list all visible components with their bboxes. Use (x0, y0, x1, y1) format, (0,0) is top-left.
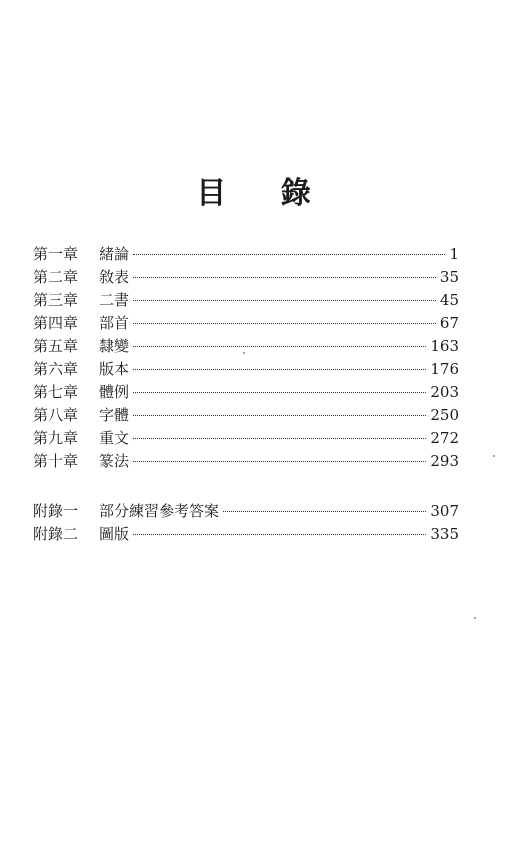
dot-leader (133, 438, 426, 439)
chapter-entry (33, 358, 459, 381)
page-title: 目 錄 (196, 176, 333, 211)
entry-label: 第九章 (33, 429, 79, 447)
dot-leader (133, 346, 426, 347)
dot-leader (133, 415, 426, 416)
entry-label: 第二章 (33, 268, 79, 286)
dot-leader (133, 369, 426, 370)
entry-title: 圖版 (99, 525, 130, 543)
entry-label: 第七章 (33, 383, 79, 401)
chapter-entry (33, 243, 459, 266)
appendix-list (33, 500, 459, 546)
entry-label: 第六章 (33, 360, 79, 378)
chapter-entry (33, 289, 459, 312)
speck (474, 617, 476, 619)
page-number: 35 (439, 268, 459, 286)
page-number: 203 (430, 383, 459, 401)
entry-label: 附錄一 (33, 502, 79, 520)
entry-label: 第一章 (33, 245, 79, 263)
chapter-entry (33, 312, 459, 335)
chapter-entry (33, 427, 459, 450)
entry-title: 緒論 (99, 245, 130, 263)
dot-leader (133, 323, 436, 324)
dot-leader (133, 461, 426, 462)
page-number: 250 (430, 406, 459, 424)
entry-title: 版本 (99, 360, 130, 378)
page-number: 335 (430, 525, 459, 543)
entry-title: 敘表 (99, 268, 130, 286)
page-number: 163 (430, 337, 459, 355)
entry-title: 重文 (99, 429, 130, 447)
dot-leader (133, 392, 426, 393)
chapter-entry (33, 381, 459, 404)
page-number: 307 (430, 502, 459, 520)
appendix-entry (33, 523, 459, 546)
entry-label: 第八章 (33, 406, 79, 424)
entry-title: 體例 (99, 383, 130, 401)
entry-title: 篆法 (99, 452, 130, 470)
chapter-entry (33, 335, 459, 358)
entry-title: 二書 (99, 291, 130, 309)
speck (243, 352, 245, 354)
speck (493, 455, 495, 457)
chapter-list (33, 243, 459, 473)
page-number: 176 (430, 360, 459, 378)
entry-label: 第三章 (33, 291, 79, 309)
chapter-entry (33, 450, 459, 473)
dot-leader (133, 277, 436, 278)
page-number: 45 (439, 291, 459, 309)
page-number: 67 (439, 314, 459, 332)
page-number: 272 (430, 429, 459, 447)
entry-label: 第十章 (33, 452, 79, 470)
dot-leader (133, 300, 436, 301)
entry-label: 第五章 (33, 337, 79, 355)
dot-leader (133, 534, 426, 535)
page-number: 1 (449, 245, 459, 263)
entry-title: 部首 (99, 314, 130, 332)
chapter-entry (33, 266, 459, 289)
page-number: 293 (430, 452, 459, 470)
entry-label: 附錄二 (33, 525, 79, 543)
dot-leader (223, 511, 426, 512)
entry-label: 第四章 (33, 314, 79, 332)
appendix-entry (33, 500, 459, 523)
entry-title: 部分練習參考答案 (99, 502, 220, 520)
entry-title: 隸變 (99, 337, 130, 355)
chapter-entry (33, 404, 459, 427)
dot-leader (133, 254, 445, 255)
entry-title: 字體 (99, 406, 130, 424)
